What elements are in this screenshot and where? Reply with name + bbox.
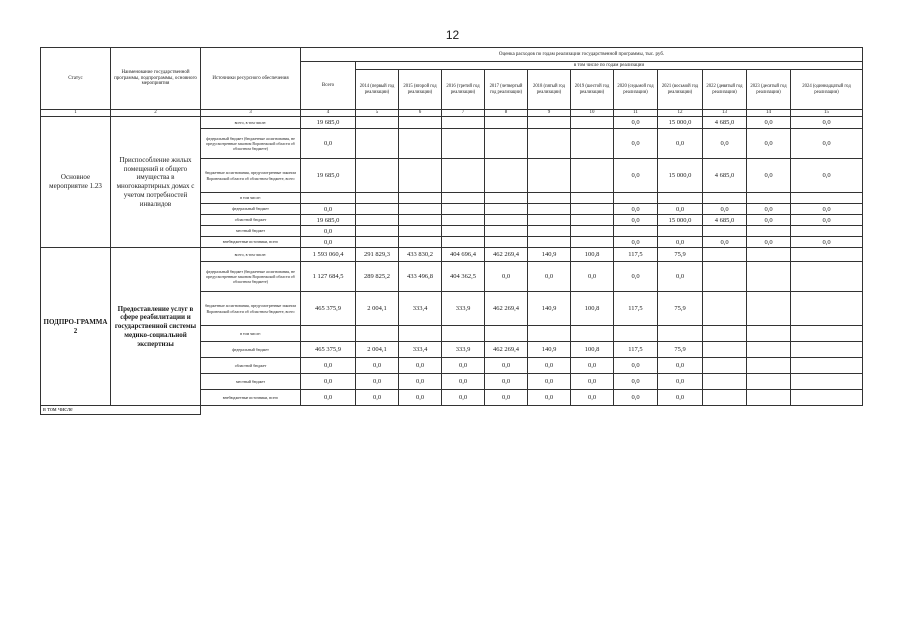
- year-value: 0,0: [747, 237, 791, 248]
- year-value: [356, 129, 399, 159]
- header-year: 2018 (пятый год реализации): [528, 70, 571, 110]
- year-value: 0,0: [442, 358, 485, 374]
- year-value: [791, 292, 863, 326]
- row-name: Предоставление услуг в сфере реабилитации и государственной системы медико-социальной экспертизы: [111, 248, 201, 406]
- year-value: [442, 129, 485, 159]
- year-value: 0,0: [747, 129, 791, 159]
- table-body: [41, 117, 863, 415]
- year-value: [703, 226, 747, 237]
- funding-source: всего, в том числе:: [201, 248, 301, 262]
- year-value: [747, 326, 791, 342]
- year-value: [791, 226, 863, 237]
- year-value: [703, 374, 747, 390]
- year-value: 0,0: [614, 390, 658, 406]
- year-value: 0,0: [442, 374, 485, 390]
- year-value: [356, 226, 399, 237]
- year-value: 333,9: [442, 342, 485, 358]
- header-year: 2023 (десятый год реализации): [747, 70, 791, 110]
- year-value: 0,0: [658, 237, 703, 248]
- total-value: 0,0: [301, 374, 356, 390]
- column-number: 12: [658, 110, 703, 117]
- year-value: 140,9: [528, 342, 571, 358]
- funding-source: федеральный бюджет (бюджетные ассигнования, не предусмотренные законом Воронежской области об областном бюджете): [201, 129, 301, 159]
- year-value: 0,0: [791, 204, 863, 215]
- funding-source: всего, в том числе:: [201, 117, 301, 129]
- year-value: [747, 292, 791, 326]
- header-total: Всего: [301, 62, 356, 110]
- year-value: 462 269,4: [485, 248, 528, 262]
- year-value: 0,0: [528, 262, 571, 292]
- header-year: 2022 (девятый год реализации): [703, 70, 747, 110]
- funding-source: федеральный бюджет: [201, 342, 301, 358]
- page-number: 12: [445, 28, 460, 42]
- budget-table: [40, 47, 863, 415]
- total-value: 19 685,0: [301, 215, 356, 226]
- year-value: 0,0: [658, 358, 703, 374]
- year-value: [399, 226, 442, 237]
- year-value: [356, 215, 399, 226]
- total-value: 1 127 684,5: [301, 262, 356, 292]
- funding-source: местный бюджет: [201, 226, 301, 237]
- year-value: [747, 262, 791, 292]
- year-value: 0,0: [614, 358, 658, 374]
- year-value: 75,9: [658, 248, 703, 262]
- year-value: [485, 204, 528, 215]
- header-by-years: в том числе по годам реализации: [356, 62, 863, 70]
- year-value: 100,8: [571, 292, 614, 326]
- funding-source: бюджетные ассигнования, предусмотренные законом Воронежской области об областном бюджете, всего: [201, 159, 301, 193]
- total-value: 0,0: [301, 237, 356, 248]
- year-value: 0,0: [747, 159, 791, 193]
- year-value: 0,0: [614, 117, 658, 129]
- year-value: [703, 248, 747, 262]
- header-year: 2019 (шестой год реализации): [571, 70, 614, 110]
- year-value: 0,0: [356, 390, 399, 406]
- total-value: [301, 326, 356, 342]
- total-value: 1 593 060,4: [301, 248, 356, 262]
- year-value: [614, 193, 658, 204]
- year-value: 0,0: [614, 129, 658, 159]
- year-value: [528, 226, 571, 237]
- year-value: 0,0: [614, 215, 658, 226]
- year-value: 0,0: [485, 374, 528, 390]
- year-value: [747, 342, 791, 358]
- year-value: [571, 226, 614, 237]
- year-value: [399, 215, 442, 226]
- funding-source: бюджетные ассигнования, предусмотренные законом Воронежской области об областном бюджете, всего: [201, 292, 301, 326]
- year-value: 15 000,0: [658, 215, 703, 226]
- year-value: [356, 204, 399, 215]
- year-value: [442, 193, 485, 204]
- funding-source: областной бюджет: [201, 358, 301, 374]
- year-value: [485, 159, 528, 193]
- year-value: 0,0: [614, 262, 658, 292]
- year-value: [747, 193, 791, 204]
- year-value: [528, 129, 571, 159]
- year-value: [356, 193, 399, 204]
- year-value: 117,5: [614, 292, 658, 326]
- column-number: 10: [571, 110, 614, 117]
- year-value: 0,0: [703, 237, 747, 248]
- year-value: [399, 159, 442, 193]
- year-value: 0,0: [356, 374, 399, 390]
- year-value: [791, 374, 863, 390]
- column-number: 4: [301, 110, 356, 117]
- year-value: [485, 237, 528, 248]
- year-value: [571, 129, 614, 159]
- header-estimate: Оценка расходов по годам реализации государственной программы, тыс. руб.: [301, 48, 863, 62]
- year-value: [571, 204, 614, 215]
- year-value: [747, 390, 791, 406]
- year-value: [528, 237, 571, 248]
- year-value: [485, 326, 528, 342]
- year-value: 0,0: [747, 204, 791, 215]
- year-value: [528, 159, 571, 193]
- year-value: 0,0: [442, 390, 485, 406]
- year-value: 0,0: [528, 390, 571, 406]
- year-value: 0,0: [747, 215, 791, 226]
- year-value: [791, 358, 863, 374]
- funding-source: областной бюджет: [201, 215, 301, 226]
- year-value: 75,9: [658, 292, 703, 326]
- year-value: [442, 117, 485, 129]
- year-value: [399, 326, 442, 342]
- funding-source: местный бюджет: [201, 374, 301, 390]
- year-value: 140,9: [528, 248, 571, 262]
- total-value: 465 375,9: [301, 342, 356, 358]
- column-number: 1: [41, 110, 111, 117]
- year-value: 0,0: [399, 374, 442, 390]
- year-value: 0,0: [485, 390, 528, 406]
- year-value: [703, 193, 747, 204]
- year-value: 0,0: [614, 374, 658, 390]
- header-sources: Источники ресурсного обеспечения: [201, 48, 301, 110]
- year-value: [399, 129, 442, 159]
- year-value: [442, 215, 485, 226]
- funding-source: внебюджетные источники, всего: [201, 390, 301, 406]
- footer-label: в том числе: [41, 406, 201, 415]
- year-value: 404 696,4: [442, 248, 485, 262]
- total-value: 465 375,9: [301, 292, 356, 326]
- year-value: [356, 326, 399, 342]
- table-row: [41, 248, 863, 262]
- year-value: 0,0: [571, 374, 614, 390]
- year-value: [399, 193, 442, 204]
- column-number: 5: [356, 110, 399, 117]
- header-year: 2014 (первый год реализации): [356, 70, 399, 110]
- year-value: [703, 358, 747, 374]
- column-number: 13: [703, 110, 747, 117]
- year-value: 100,8: [571, 342, 614, 358]
- year-value: [571, 159, 614, 193]
- year-value: 0,0: [571, 262, 614, 292]
- year-value: 0,0: [791, 237, 863, 248]
- year-value: 0,0: [528, 374, 571, 390]
- column-number: 6: [399, 110, 442, 117]
- year-value: 0,0: [614, 204, 658, 215]
- year-value: [614, 226, 658, 237]
- year-value: 0,0: [791, 117, 863, 129]
- year-value: [356, 237, 399, 248]
- year-value: [658, 193, 703, 204]
- year-value: 0,0: [658, 129, 703, 159]
- year-value: 0,0: [658, 374, 703, 390]
- year-value: [791, 262, 863, 292]
- total-value: 19 685,0: [301, 117, 356, 129]
- year-value: 0,0: [614, 159, 658, 193]
- total-value: [301, 193, 356, 204]
- column-number: 2: [111, 110, 201, 117]
- year-value: [658, 226, 703, 237]
- year-value: 0,0: [528, 358, 571, 374]
- table-row: [41, 117, 863, 129]
- year-value: [747, 248, 791, 262]
- year-value: [442, 226, 485, 237]
- header-year: 2021 (восьмой год реализации): [658, 70, 703, 110]
- column-number: 7: [442, 110, 485, 117]
- year-value: 0,0: [658, 390, 703, 406]
- year-value: 291 829,3: [356, 248, 399, 262]
- year-value: [571, 193, 614, 204]
- year-value: [703, 390, 747, 406]
- total-value: 0,0: [301, 204, 356, 215]
- year-value: 0,0: [658, 262, 703, 292]
- total-value: 19 685,0: [301, 159, 356, 193]
- header-year: 2020 (седьмой год реализации): [614, 70, 658, 110]
- total-value: 0,0: [301, 129, 356, 159]
- header-year: 2016 (третий год реализации): [442, 70, 485, 110]
- year-value: 0,0: [399, 358, 442, 374]
- year-value: [571, 215, 614, 226]
- year-value: 117,5: [614, 248, 658, 262]
- funding-source: федеральный бюджет: [201, 204, 301, 215]
- total-value: 0,0: [301, 390, 356, 406]
- column-number: 3: [201, 110, 301, 117]
- year-value: [528, 326, 571, 342]
- header-name: Наименование государственной программы, подпрограммы, основного мероприятия: [111, 48, 201, 110]
- year-value: [485, 129, 528, 159]
- year-value: 404 362,5: [442, 262, 485, 292]
- year-value: [791, 390, 863, 406]
- year-value: [571, 117, 614, 129]
- year-value: [703, 342, 747, 358]
- year-value: 117,5: [614, 342, 658, 358]
- year-value: [791, 326, 863, 342]
- year-value: [356, 117, 399, 129]
- funding-source: в том числе:: [201, 193, 301, 204]
- footer-row: [41, 406, 863, 415]
- year-value: 0,0: [485, 262, 528, 292]
- year-value: [791, 342, 863, 358]
- year-value: 0,0: [791, 159, 863, 193]
- funding-source: внебюджетные источники, всего: [201, 237, 301, 248]
- header-status: Статус: [41, 48, 111, 110]
- year-value: [485, 193, 528, 204]
- year-value: [791, 193, 863, 204]
- year-value: 0,0: [399, 390, 442, 406]
- year-value: [442, 159, 485, 193]
- year-value: 140,9: [528, 292, 571, 326]
- year-value: [399, 117, 442, 129]
- year-value: 433 496,8: [399, 262, 442, 292]
- year-value: 0,0: [356, 358, 399, 374]
- year-value: 2 004,1: [356, 342, 399, 358]
- row-status: Основное мероприятие 1.23: [41, 117, 111, 248]
- year-value: 289 825,2: [356, 262, 399, 292]
- year-value: 15 000,0: [658, 117, 703, 129]
- year-value: 75,9: [658, 342, 703, 358]
- row-name: Приспособление жилых помещений и общего имущества в многоквартирных домах с учетом потребностей инвалидов: [111, 117, 201, 248]
- column-number: 8: [485, 110, 528, 117]
- year-value: 0,0: [703, 204, 747, 215]
- year-value: [703, 326, 747, 342]
- year-value: [442, 326, 485, 342]
- header-year: 2017 (четвертый год реализации): [485, 70, 528, 110]
- table-header: [41, 48, 863, 117]
- year-value: 4 685,0: [703, 215, 747, 226]
- year-value: [528, 215, 571, 226]
- year-value: 0,0: [571, 358, 614, 374]
- year-value: 462 269,4: [485, 342, 528, 358]
- year-value: [485, 226, 528, 237]
- year-value: [747, 374, 791, 390]
- year-value: [528, 117, 571, 129]
- column-number: 14: [747, 110, 791, 117]
- year-value: [399, 204, 442, 215]
- year-value: 4 685,0: [703, 117, 747, 129]
- header-year: 2024 (одиннадцатый год реализации): [791, 70, 863, 110]
- column-number: 9: [528, 110, 571, 117]
- year-value: 333,4: [399, 292, 442, 326]
- year-value: 0,0: [614, 237, 658, 248]
- year-value: 0,0: [485, 358, 528, 374]
- funding-source: федеральный бюджет (бюджетные ассигнования, не предусмотренные законом Воронежской области об областном бюджете): [201, 262, 301, 292]
- year-value: [703, 292, 747, 326]
- year-value: [747, 358, 791, 374]
- funding-source: в том числе:: [201, 326, 301, 342]
- header-year: 2015 (второй год реализации): [399, 70, 442, 110]
- year-value: [528, 204, 571, 215]
- year-value: 4 685,0: [703, 159, 747, 193]
- year-value: 333,4: [399, 342, 442, 358]
- year-value: 333,9: [442, 292, 485, 326]
- year-value: 433 830,2: [399, 248, 442, 262]
- footer-filler: [201, 406, 863, 415]
- column-number: 11: [614, 110, 658, 117]
- year-value: 0,0: [747, 117, 791, 129]
- total-value: 0,0: [301, 358, 356, 374]
- year-value: [356, 159, 399, 193]
- column-number: 15: [791, 110, 863, 117]
- year-value: [747, 226, 791, 237]
- total-value: 0,0: [301, 226, 356, 237]
- year-value: [571, 326, 614, 342]
- year-value: 462 269,4: [485, 292, 528, 326]
- year-value: [703, 262, 747, 292]
- year-value: [485, 117, 528, 129]
- year-value: 100,8: [571, 248, 614, 262]
- year-value: 0,0: [791, 129, 863, 159]
- year-value: [614, 326, 658, 342]
- row-status: ПОДПРО-ГРАММА 2: [41, 248, 111, 406]
- year-value: [658, 326, 703, 342]
- year-value: [442, 237, 485, 248]
- year-value: [399, 237, 442, 248]
- year-value: [571, 237, 614, 248]
- year-value: 0,0: [791, 215, 863, 226]
- year-value: 0,0: [571, 390, 614, 406]
- year-value: 15 000,0: [658, 159, 703, 193]
- year-value: 0,0: [658, 204, 703, 215]
- year-value: [528, 193, 571, 204]
- year-value: [791, 248, 863, 262]
- year-value: 0,0: [703, 129, 747, 159]
- year-value: 2 004,1: [356, 292, 399, 326]
- year-value: [485, 215, 528, 226]
- year-value: [442, 204, 485, 215]
